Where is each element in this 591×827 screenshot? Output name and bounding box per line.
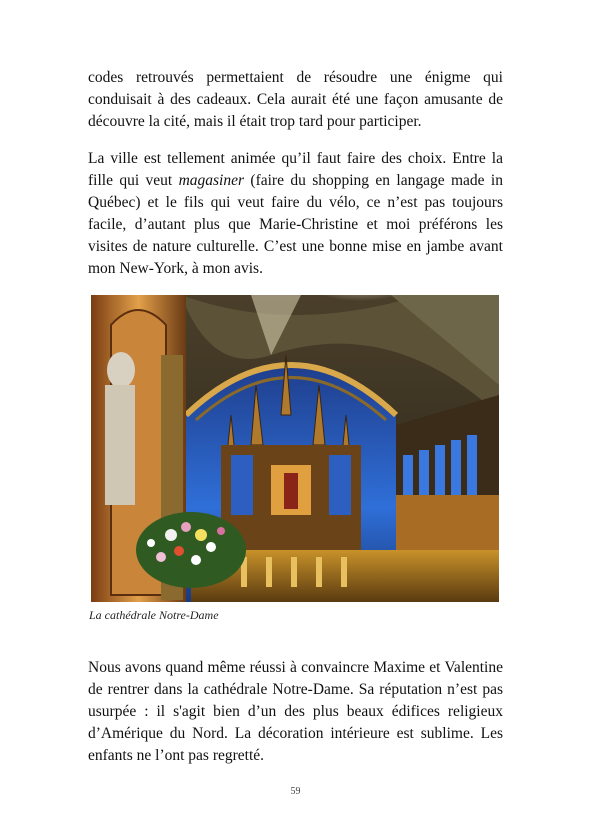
paragraph-2-italic-word: magasiner	[178, 172, 245, 189]
body-paragraph-1: codes retrouvés permettaient de résoudre une énigme qui conduisait à des cadeaux. Cela aurait été une façon amusante de découvre la cité, mais il était trop tard pour participer.	[88, 69, 503, 130]
cathedral-photo	[91, 295, 499, 602]
paragraph-2-text-end: (faire du shopping en langage made in Québec) et le fils qui veut faire du vélo, ce n’est pas toujours facile, d’autant plus que Marie-Christine et moi préférons les visites de nature culturelle. C’est une bonne mise en jambe avant mon New-York, à mon avis.	[88, 172, 503, 277]
body-paragraph-3: Nous avons quand même réussi à convaincre Maxime et Valentine de rentrer dans la cathédrale Notre-Dame. Sa réputation n’est pas usurpée : il s'agit bien d’un des plus beaux édifices religieux d’Amérique du Nord. La décoration intérieure est sublime. Les enfants ne l’ont pas regretté.	[88, 659, 503, 764]
figure-caption: La cathédrale Notre-Dame	[89, 608, 219, 622]
paragraph-2-text-start: La ville est tellement animée qu’il faut faire des choix. Entre la fille qui veut	[88, 150, 503, 189]
page-number: 59	[290, 786, 301, 797]
body-paragraph-2	[88, 148, 503, 280]
